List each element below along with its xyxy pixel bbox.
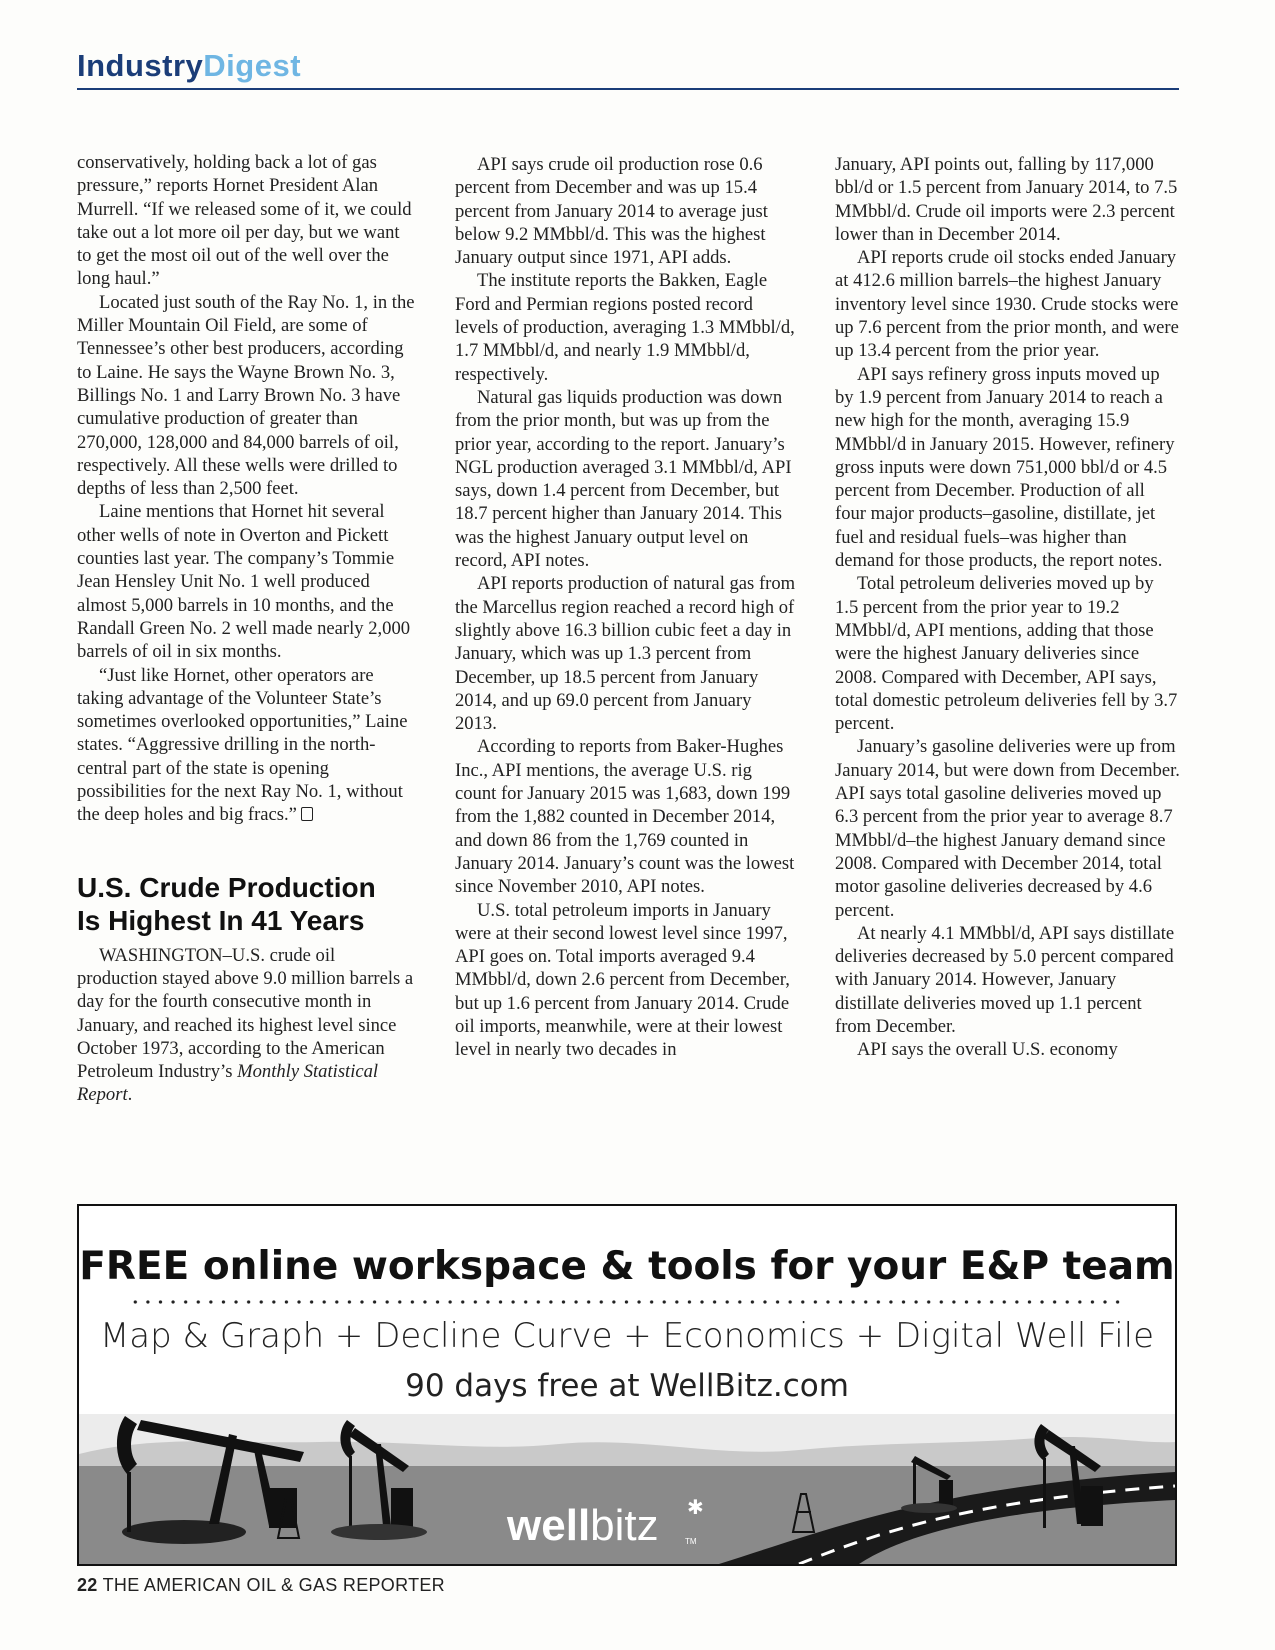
col3-paragraph: January’s gasoline deliveries were up from January 2014, but were down from December. API says total gasoline deliveries moved up 6.3 percent from the prior year to average 8.7 MMbbl/d–the highest January demand since 2008. Compared with December 2014, total motor gasoline deliveries decreased by 4.6 percent. bbox=[835, 736, 1180, 921]
col3-paragraph: At nearly 4.1 MMbbl/d, API says distillate deliveries decreased by 5.0 percent compared with January 2014. However, January distillate deliveries moved up 1.1 percent from December. bbox=[835, 922, 1175, 1037]
col1-paragraph-last bbox=[77, 664, 417, 827]
column-2 bbox=[455, 153, 797, 1062]
header-rule bbox=[77, 88, 1179, 90]
article-lead bbox=[77, 944, 417, 1107]
col3-paragraph: API reports crude oil stocks ended January at 412.6 million barrels–the highest January inventory level since 1930. Crude stocks were up 7.6 percent from the prior month, and were up 13.4 percent from the prior year. bbox=[835, 247, 1179, 362]
lead-text: WASHINGTON–U.S. crude oil production stayed above 9.0 million barrels a day for the fourth consecutive month in January, and reached its highest level since October 1973, according to the American Petroleum Industry’s bbox=[77, 944, 414, 1083]
oilfield-illustration bbox=[79, 1414, 1175, 1564]
col2-paragraph: API reports production of natural gas from the Marcellus region reached a record high of slightly above 16.3 billion cubic feet a day in January, which was up 1.3 percent from December, up 18.5 percent from January 2014, and up 69.0 percent from January 2013. bbox=[455, 573, 796, 735]
ad-offer-link[interactable]: 90 days free at WellBitz.com bbox=[405, 1368, 849, 1404]
ad-headline: FREE online workspace & tools for your E&P team bbox=[79, 1244, 1175, 1289]
col1-paragraph: Laine mentions that Hornet hit several other wells of note in Overton and Pickett counties last year. The company’s Tommie Jean Hensley Unit No. 1 well produced almost 5,000 barrels in 10 months, and the Randall Green No. 2 well made nearly 2,000 barrels of oil in six months. bbox=[77, 501, 411, 663]
page-number: 22 bbox=[77, 1575, 98, 1595]
col3-paragraph: Total petroleum deliveries moved up by 1.5 percent from the prior year to 19.2 MMbbl/d, API mentions, adding that those were the highest January deliveries since 2008. Compared with December, API says, total domestic petroleum deliveries fell by 3.7 percent. bbox=[835, 573, 1178, 735]
brand-e: e bbox=[541, 1501, 566, 1550]
brand-ll: ll bbox=[565, 1501, 591, 1550]
brand-bitz: bitz bbox=[590, 1501, 659, 1550]
col2-paragraph: Natural gas liquids production was down from the prior month, but was up from the prior year, according to the report. January’s NGL production averaged 3.1 MMbbl/d, API says, down 1.4 percent from December, but 18.7 percent higher than January 2014. This was the highest January output level on record, API notes. bbox=[455, 386, 792, 572]
lead-report-title: Monthly Statistical Report bbox=[77, 1061, 379, 1106]
end-of-story-icon bbox=[301, 807, 313, 821]
brand-star-icon: ✱ bbox=[687, 1497, 704, 1519]
section-header bbox=[77, 48, 1179, 90]
column-3 bbox=[835, 153, 1180, 1062]
header-industry: Industry bbox=[77, 48, 204, 83]
column-1 bbox=[77, 151, 417, 1107]
header-digest: Digest bbox=[203, 48, 302, 83]
headline-line-2: Is Highest In 41 Years bbox=[77, 904, 365, 936]
headline-line-1: U.S. Crude Production bbox=[77, 871, 376, 903]
col3-paragraph: API says the overall U.S. economy bbox=[857, 1039, 1118, 1061]
col1-paragraph: conservatively, holding back a lot of gas pressure,” reports Hornet President Alan Murrell. “If we released some of it, we could take out a lot more oil per day, but we want to get the most oil out of the well over the long haul.” bbox=[77, 152, 412, 290]
ad-dotted-divider bbox=[129, 1299, 1125, 1305]
page-footer bbox=[77, 1575, 445, 1596]
col1-paragraph: Located just south of the Ray No. 1, in the Miller Mountain Oil Field, are some of Tennessee’s other best producers, according to Laine. He says the Wayne Brown No. 3, Billings No. 1 and Larry Brown No. 3 have cumulative production of greater than 270,000, 128,000 and 84,000 barrels of oil, respectively. All these wells were drilled to depths of less than 2,500 feet. bbox=[77, 291, 415, 500]
brand-w: w bbox=[507, 1501, 542, 1550]
article-headline bbox=[77, 871, 417, 937]
col2-paragraph: The institute reports the Bakken, Eagle Ford and Permian regions posted record levels of production, averaging 1.3 MMbbl/d, 1.7 MMbbl/d, and nearly 1.9 MMbbl/d, respectively. bbox=[455, 270, 795, 385]
wellbitz-advertisement[interactable] bbox=[77, 1204, 1177, 1566]
col3-paragraph: January, API points out, falling by 117,000 bbl/d or 1.5 percent from January 2014, to 7.5 MMbbl/d. Crude oil imports were 2.3 percent lower than in December 2014. bbox=[835, 154, 1178, 245]
ad-features: Map & Graph + Decline Curve + Economics + Digital Well File bbox=[99, 1316, 1155, 1356]
col2-paragraph: API says crude oil production rose 0.6 percent from December and was up 15.4 percent from January 2014 to average just below 9.2 MMbbl/d. This was the highest January output since 1971, API adds. bbox=[455, 154, 768, 269]
col3-paragraph: API says refinery gross inputs moved up by 1.9 percent from January 2014 to reach a new high for the month, averaging 15.9 MMbbl/d in January 2015. However, refinery gross inputs were down 751,000 bbl/d or 4.5 percent from December. Production of all four major products–gasoline, distillate, jet fuel and residual fuels–was higher than demand for those products, the report notes. bbox=[835, 363, 1175, 572]
col1-last-text: “Just like Hornet, other operators are taking advantage of the Volunteer State’s sometimes overlooked opportunities,” Laine states. “Aggressive drilling in the north-central part of the state is opening possibilities for the next Ray No. 1, without the deep holes and big fracs.” bbox=[77, 664, 408, 826]
lead-end: . bbox=[127, 1084, 133, 1106]
publication-name: THE AMERICAN OIL & GAS REPORTER bbox=[102, 1575, 445, 1595]
svg-text:wellbitz bbox=[506, 1501, 659, 1550]
brand-tm: TM bbox=[685, 1537, 697, 1546]
col2-paragraph: U.S. total petroleum imports in January were at their second lowest level since 1997, API goes on. Total imports averaged 9.4 MMbbl/d, down 2.6 percent from December, but up 1.6 percent from January 2014. Crude oil imports, meanwhile, were at their lowest level in nearly two decades in bbox=[455, 899, 790, 1061]
col2-paragraph: According to reports from Baker-Hughes Inc., API mentions, the average U.S. rig count for January 2015 was 1,683, down 199 from the 1,882 counted in December 2014, and down 86 from the 1,769 counted in January 2014. January’s count was the lowest since November 2010, API notes. bbox=[455, 736, 795, 898]
